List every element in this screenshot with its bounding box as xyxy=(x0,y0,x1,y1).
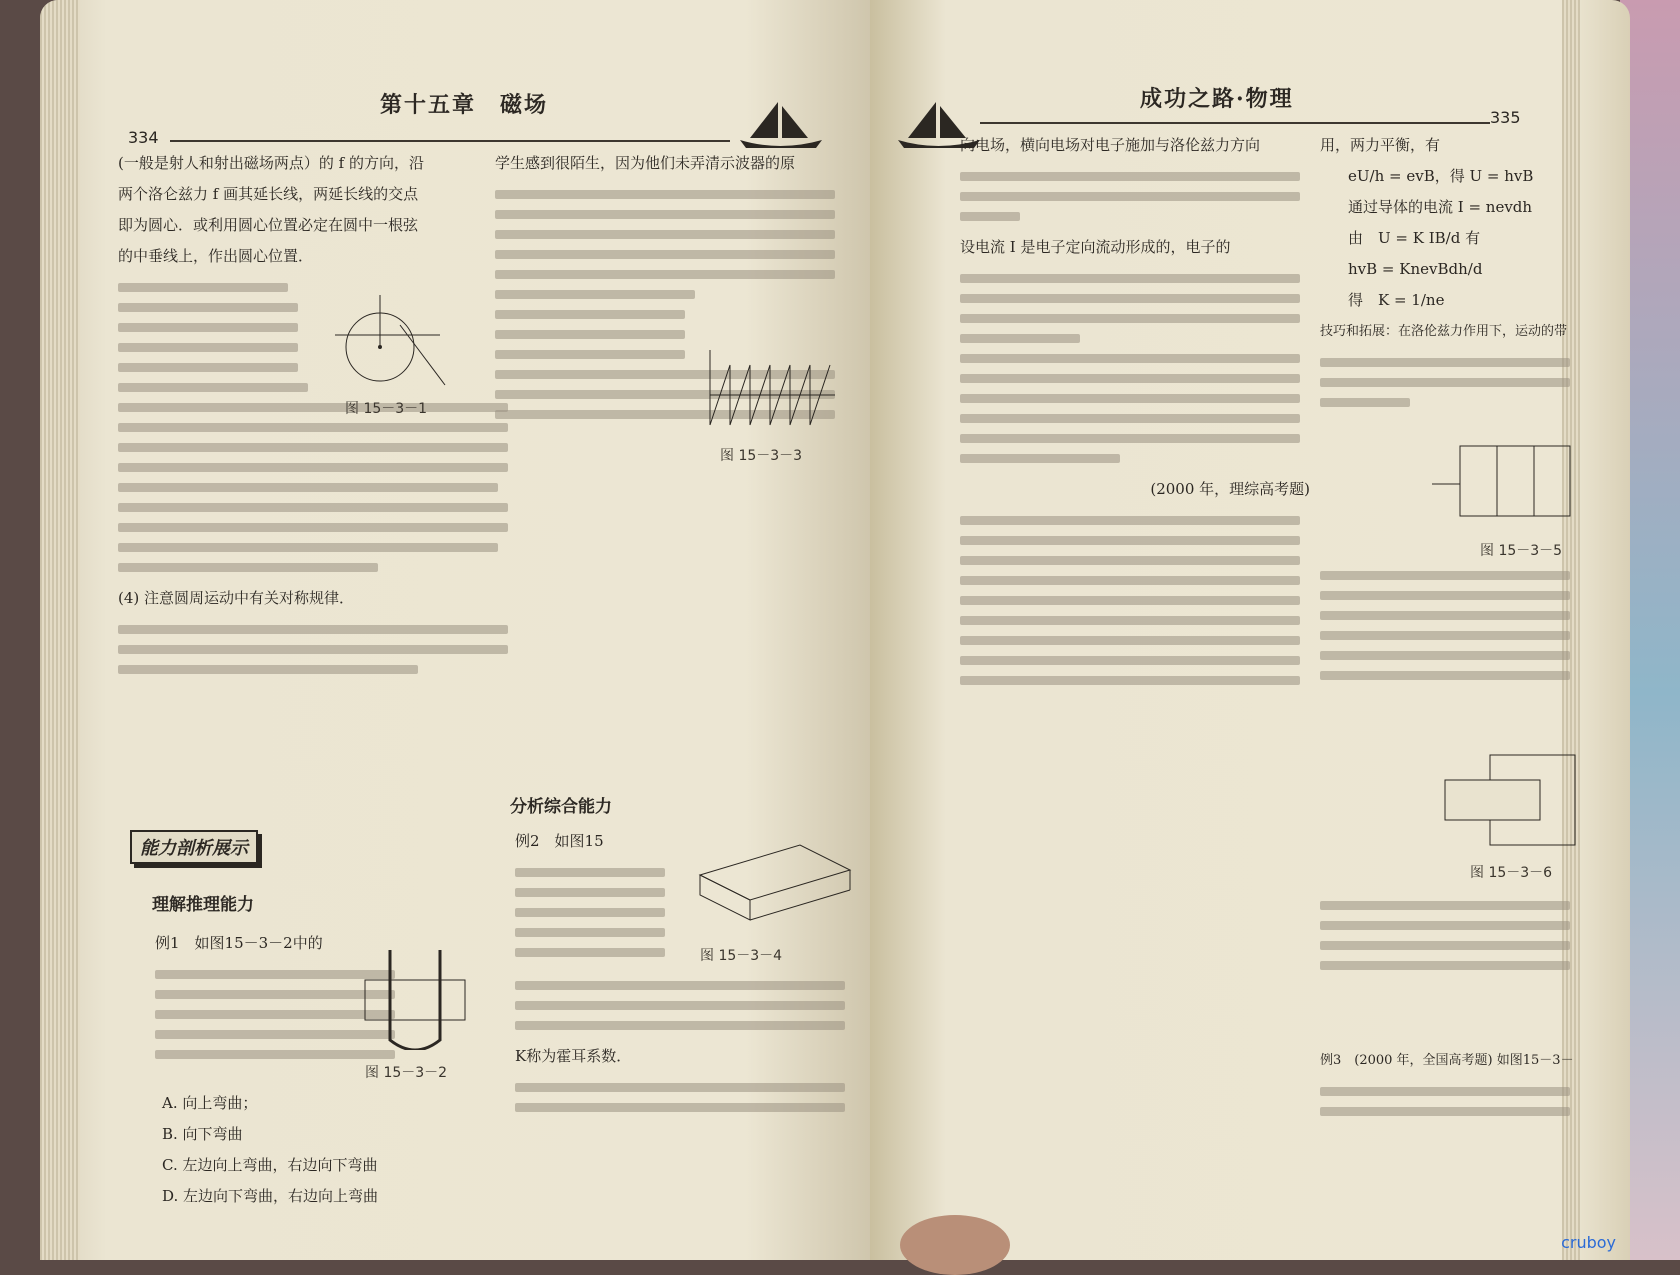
caption-fig-15-3-6: 图 15－3－6 xyxy=(1470,865,1553,881)
tip-line: 技巧和拓展：在洛伦兹力作用下，运动的带 xyxy=(1320,324,1568,339)
formula: hvB = KnevBdh/d xyxy=(1348,260,1483,278)
left-header-title: 第十五章 磁场 xyxy=(380,92,549,118)
right-column-1 xyxy=(960,130,1310,696)
caption-fig-15-3-4: 图 15－3－4 xyxy=(700,948,783,964)
left-page-number: 334 xyxy=(128,128,159,147)
right-column-2-lower xyxy=(1320,890,1585,981)
thumb xyxy=(900,1215,1010,1275)
example-3 xyxy=(1320,1045,1585,1127)
left-column-1 xyxy=(118,148,508,685)
formula: eU/h = evB，得 U = hvB xyxy=(1348,167,1534,185)
text-line: 即为圆心．或利用圆心位置必定在圆中一根弦 xyxy=(118,216,419,234)
caption-fig-15-3-2: 图 15－3－2 xyxy=(365,1065,448,1081)
caption-fig-15-3-1: 图 15－3－1 xyxy=(345,401,428,417)
option-d: D. 左边向下弯曲，右边向上弯曲 xyxy=(162,1187,379,1205)
section-heading-2: 分析综合能力 xyxy=(510,797,612,817)
caption-fig-15-3-3: 图 15－3－3 xyxy=(720,448,803,464)
text-line: 例1 如图15－3－2中的 xyxy=(155,934,323,952)
sailboat-logo xyxy=(730,100,830,150)
section-box-heading: 能力剖析展示 xyxy=(130,830,258,864)
section-heading-1: 理解推理能力 xyxy=(152,895,254,915)
right-page-number: 335 xyxy=(1490,108,1521,127)
left-column-2-lower xyxy=(515,970,855,1123)
text-line: (4) 注意圆周运动中有关对称规律． xyxy=(118,589,355,607)
figure-15-3-2 xyxy=(360,940,470,1050)
left-page xyxy=(40,0,870,1260)
option-a: A. 向上弯曲； xyxy=(162,1094,258,1112)
option-c: C. 左边向上弯曲，右边向下弯曲 xyxy=(162,1156,378,1174)
page-stack-edge xyxy=(40,0,80,1260)
text-line: 例3 (2000 年，全国高考题) 如图15－3－ xyxy=(1320,1053,1574,1068)
formula: 由 U = K IB/d 有 xyxy=(1348,229,1481,247)
text-line: (一般是射人和射出磁场两点）的 f 的方向，沿 xyxy=(118,154,424,172)
options-list xyxy=(162,1088,482,1212)
caption-fig-15-3-5: 图 15－3－5 xyxy=(1480,543,1563,559)
formula: 通过导体的电流 I = nevdh xyxy=(1348,198,1533,216)
text-line: 设电流 I 是电子定向流动形成的，电子的 xyxy=(960,238,1231,256)
formula: 得 K = 1/ne xyxy=(1348,291,1445,309)
text-line: 向电场，横向电场对电子施加与洛伦兹力方向 xyxy=(960,136,1261,154)
right-page xyxy=(870,0,1630,1260)
watermark: cruboy xyxy=(1561,1233,1616,1252)
example-2 xyxy=(515,826,675,968)
figure-15-3-3 xyxy=(700,345,840,435)
right-column-2-mid xyxy=(1320,560,1585,691)
right-column-2 xyxy=(1320,130,1585,418)
figure-15-3-5 xyxy=(1430,440,1580,530)
figure-15-3-6 xyxy=(1440,750,1580,850)
text-line: 用，两力平衡，有 xyxy=(1320,136,1441,154)
text-line: K称为霍耳系数． xyxy=(515,1047,632,1065)
figure-15-3-4 xyxy=(680,825,860,935)
text-line: 例2 如图15 xyxy=(515,832,604,850)
source-note: (2000 年，理综高考题) xyxy=(1150,480,1310,498)
text-line: 学生感到很陌生，因为他们未弄清示波器的原 xyxy=(495,154,796,172)
text-line: 两个洛仑兹力 f 画其延长线，两延长线的交点 xyxy=(118,185,419,203)
option-b: B. 向下弯曲 xyxy=(162,1125,243,1143)
right-header-title: 成功之路·物理 xyxy=(1140,86,1294,112)
figure-15-3-1 xyxy=(330,285,450,395)
text-line: 的中垂线上，作出圆心位置． xyxy=(118,247,314,265)
right-header-rule xyxy=(980,122,1490,124)
left-header-rule xyxy=(170,140,730,142)
